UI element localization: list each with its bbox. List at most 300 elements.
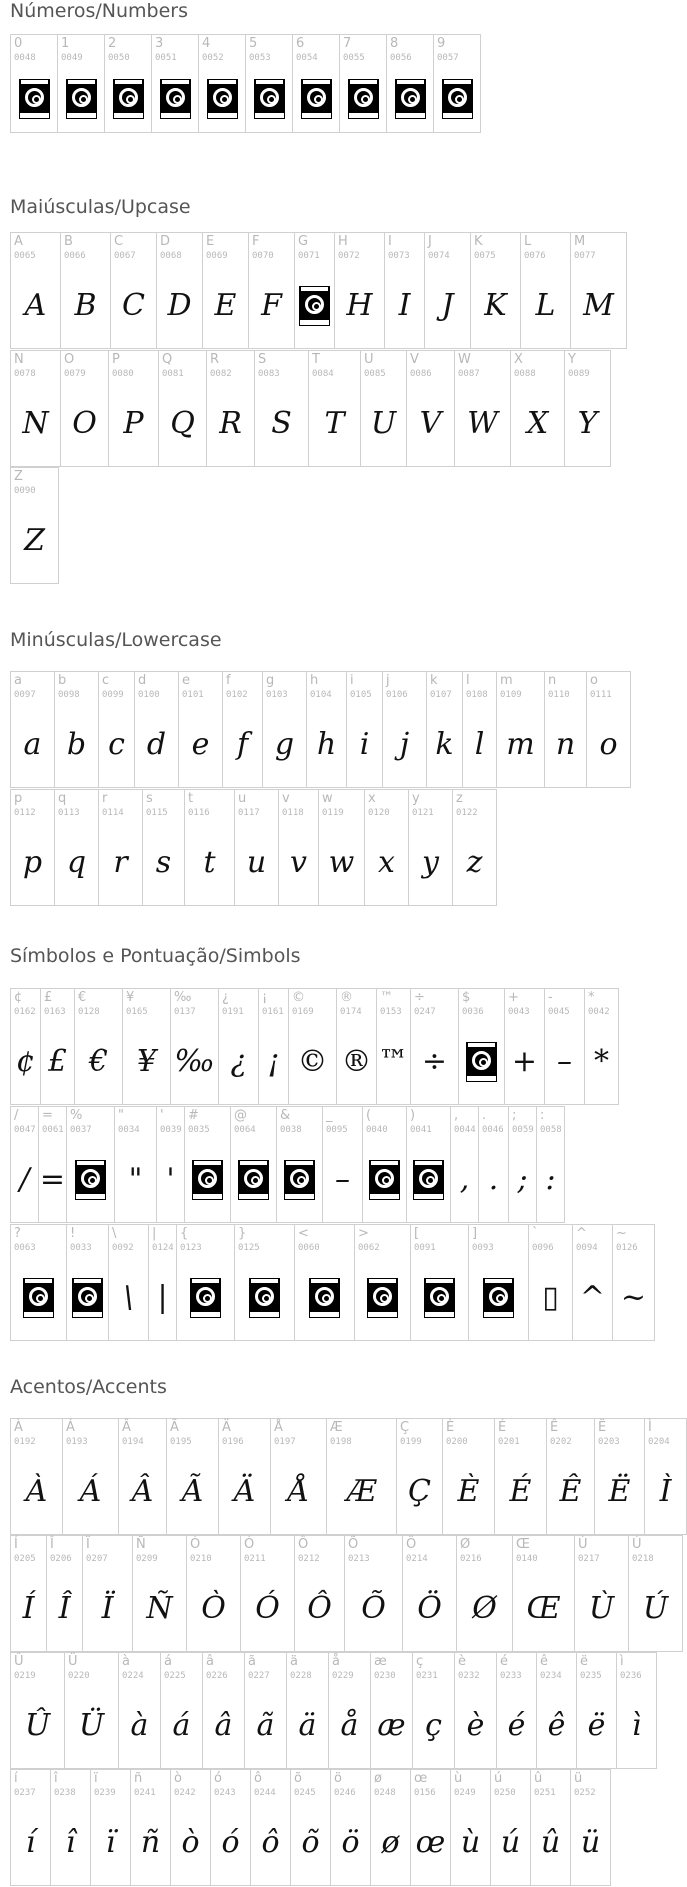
glyph-sample: ¿ bbox=[230, 1044, 247, 1079]
glyph-code: 0047 bbox=[14, 1125, 36, 1135]
glyph-cell bbox=[452, 789, 497, 906]
glyph-sample: œ bbox=[415, 1825, 446, 1860]
glyph-label: p bbox=[14, 791, 23, 806]
glyph-code: 0210 bbox=[190, 1554, 212, 1564]
glyph-code: 0106 bbox=[386, 690, 408, 700]
glyph-sample: ï bbox=[105, 1825, 116, 1860]
glyph-cell bbox=[278, 789, 319, 906]
glyph-label: J bbox=[428, 234, 432, 249]
glyph-label: ) bbox=[410, 1108, 416, 1123]
glyph-sample: d bbox=[146, 727, 167, 762]
glyph-cell bbox=[426, 671, 463, 788]
glyph-code: 0062 bbox=[358, 1243, 380, 1253]
glyph-sample: ▯ bbox=[542, 1280, 559, 1315]
glyph-code: 0114 bbox=[102, 808, 124, 818]
missing-glyph-icon bbox=[72, 1278, 103, 1318]
glyph-cell bbox=[54, 671, 99, 788]
glyph-cell bbox=[10, 1106, 39, 1223]
glyph-label: R bbox=[210, 352, 220, 367]
glyph-sample bbox=[293, 71, 339, 126]
glyph-sample: Ã bbox=[181, 1474, 204, 1509]
glyph-cell bbox=[230, 1106, 277, 1223]
glyph-label: ü bbox=[574, 1771, 583, 1786]
glyph-sample: î bbox=[65, 1825, 76, 1860]
glyph-label: x bbox=[368, 791, 376, 806]
glyph-code: 0087 bbox=[458, 369, 480, 379]
glyph-cell bbox=[160, 1652, 203, 1769]
missing-glyph-icon bbox=[301, 79, 332, 119]
glyph-sample: Ï bbox=[101, 1591, 114, 1626]
glyph-code: 0101 bbox=[182, 690, 204, 700]
glyph-code: 0153 bbox=[380, 1007, 402, 1017]
glyph-label: E bbox=[206, 234, 215, 249]
glyph-code: 0216 bbox=[460, 1554, 482, 1564]
glyph-sample: ì bbox=[631, 1708, 642, 1743]
glyph-label: ó bbox=[214, 1771, 222, 1786]
glyph-code: 0242 bbox=[174, 1788, 196, 1798]
glyph-sample: H bbox=[346, 288, 373, 323]
glyph-label: c bbox=[102, 673, 110, 688]
glyph-cell bbox=[202, 1652, 245, 1769]
glyph-label: , bbox=[454, 1108, 459, 1123]
glyph-code: 0206 bbox=[50, 1554, 72, 1564]
glyph-code: 0214 bbox=[406, 1554, 428, 1564]
glyph-cell bbox=[454, 1652, 497, 1769]
glyph-label: Æ bbox=[330, 1420, 343, 1435]
glyph-cell bbox=[292, 34, 340, 133]
glyph-code: 0120 bbox=[368, 808, 390, 818]
glyph-code: 0112 bbox=[14, 808, 36, 818]
glyph-sample: Ì bbox=[659, 1474, 672, 1509]
glyph-sample: b bbox=[66, 727, 87, 762]
glyph-code: 0061 bbox=[42, 1125, 64, 1135]
glyph-label: w bbox=[322, 791, 333, 806]
glyph-sample: ä bbox=[298, 1708, 317, 1743]
glyph-cell bbox=[612, 1224, 655, 1341]
glyph-sample: c bbox=[108, 727, 125, 762]
glyph-cell bbox=[346, 671, 383, 788]
glyph-code: 0069 bbox=[206, 251, 228, 261]
glyph-code: 0115 bbox=[146, 808, 168, 818]
glyph-cell bbox=[156, 1106, 185, 1223]
glyph-code: 0096 bbox=[532, 1243, 554, 1253]
glyph-label: $ bbox=[462, 990, 471, 1005]
glyph-label: Ï bbox=[86, 1537, 90, 1552]
glyph-sample bbox=[231, 1143, 276, 1216]
glyph-code: 0059 bbox=[512, 1125, 534, 1135]
glyph-label: 6 bbox=[296, 36, 305, 51]
glyph-sample: û bbox=[540, 1825, 561, 1860]
glyph-cell bbox=[186, 1535, 241, 1652]
glyph-code: 0211 bbox=[244, 1554, 266, 1564]
glyph-label: Œ bbox=[516, 1537, 530, 1552]
glyph-sample: I bbox=[398, 288, 411, 323]
glyph-label: 3 bbox=[155, 36, 164, 51]
glyph-sample: P bbox=[123, 406, 144, 441]
glyph-code: 0118 bbox=[282, 808, 304, 818]
glyph-label: ; bbox=[512, 1108, 517, 1123]
glyph-cell bbox=[290, 1769, 331, 1886]
glyph-cell bbox=[10, 350, 61, 467]
glyph-label: ø bbox=[374, 1771, 382, 1786]
glyph-cell bbox=[184, 1106, 231, 1223]
glyph-cell bbox=[151, 34, 199, 133]
glyph-cell bbox=[339, 34, 387, 133]
missing-glyph-icon bbox=[466, 1042, 497, 1082]
glyph-sample: a bbox=[23, 727, 42, 762]
glyph-code: 0043 bbox=[508, 1007, 530, 1017]
glyph-code: 0080 bbox=[112, 369, 134, 379]
glyph-cell bbox=[308, 350, 361, 467]
glyph-label: ë bbox=[580, 1654, 588, 1669]
glyph-sample: ‰ bbox=[174, 1044, 215, 1079]
glyph-cell bbox=[402, 1535, 457, 1652]
glyph-sample: \ bbox=[123, 1280, 134, 1315]
glyph-label: 8 bbox=[390, 36, 399, 51]
glyph-cell bbox=[570, 232, 627, 349]
glyph-cell bbox=[276, 1106, 323, 1223]
glyph-label: Ó bbox=[244, 1537, 255, 1552]
glyph-sample: ø bbox=[381, 1825, 400, 1860]
glyph-sample: – bbox=[557, 1044, 572, 1079]
glyph-label: A bbox=[14, 234, 23, 249]
glyph-cell bbox=[362, 1106, 407, 1223]
glyph-sample bbox=[58, 71, 104, 126]
glyph-label: a bbox=[14, 673, 22, 688]
glyph-label: ¡ bbox=[262, 990, 268, 1005]
glyph-label: . bbox=[482, 1108, 487, 1123]
missing-glyph-icon bbox=[424, 1278, 455, 1318]
glyph-cell bbox=[74, 988, 123, 1105]
glyph-sample: € bbox=[88, 1044, 109, 1079]
glyph-cell bbox=[406, 350, 455, 467]
glyph-cell bbox=[82, 1535, 133, 1652]
glyph-sample: p bbox=[22, 845, 43, 880]
glyph-code: 0083 bbox=[258, 369, 280, 379]
glyph-code: 0225 bbox=[164, 1671, 186, 1681]
glyph-code: 0231 bbox=[416, 1671, 438, 1681]
glyph-code: 0097 bbox=[14, 690, 36, 700]
glyph-cell bbox=[148, 1224, 177, 1341]
glyph-sample: ™ bbox=[378, 1044, 409, 1079]
glyph-label: Ä bbox=[222, 1420, 231, 1435]
glyph-label: K bbox=[474, 234, 483, 249]
glyph-code: 0098 bbox=[58, 690, 80, 700]
glyph-code: 0078 bbox=[14, 369, 36, 379]
glyph-sample: å bbox=[340, 1708, 359, 1743]
glyph-sample: Ë bbox=[608, 1474, 631, 1509]
glyph-code: 0037 bbox=[70, 1125, 92, 1135]
glyph-sample: ü bbox=[580, 1825, 601, 1860]
glyph-code: 0161 bbox=[262, 1007, 284, 1017]
glyph-code: 0199 bbox=[400, 1437, 422, 1447]
glyph-code: 0205 bbox=[14, 1554, 36, 1564]
glyph-sample bbox=[295, 269, 334, 342]
glyph-label: ] bbox=[472, 1226, 478, 1241]
glyph-code: 0243 bbox=[214, 1788, 236, 1798]
glyph-label: N bbox=[14, 352, 24, 367]
glyph-cell bbox=[490, 1769, 531, 1886]
glyph-sample bbox=[235, 1261, 294, 1334]
glyph-code: 0091 bbox=[414, 1243, 436, 1253]
glyph-sample: , bbox=[459, 1162, 470, 1197]
glyph-cell bbox=[644, 1418, 687, 1535]
glyph-label: ú bbox=[494, 1771, 503, 1786]
glyph-cell bbox=[57, 34, 105, 133]
glyph-code: 0121 bbox=[412, 808, 434, 818]
glyph-cell bbox=[410, 1224, 469, 1341]
glyph-label: Ç bbox=[400, 1420, 410, 1435]
glyph-label: U bbox=[364, 352, 374, 367]
glyph-label: Õ bbox=[348, 1537, 359, 1552]
glyph-sample: * bbox=[594, 1044, 609, 1079]
glyph-code: 0204 bbox=[648, 1437, 670, 1447]
glyph-label: à bbox=[122, 1654, 130, 1669]
glyph-cell bbox=[564, 350, 611, 467]
glyph-code: 0076 bbox=[524, 251, 546, 261]
glyph-code: 0079 bbox=[64, 369, 86, 379]
glyph-cell bbox=[10, 1535, 47, 1652]
glyph-code: 0070 bbox=[252, 251, 274, 261]
glyph-code: 0099 bbox=[102, 690, 124, 700]
missing-glyph-icon bbox=[238, 1160, 269, 1200]
glyph-cell bbox=[166, 1418, 219, 1535]
glyph-cell bbox=[10, 988, 41, 1105]
glyph-cell bbox=[60, 232, 111, 349]
glyph-sample bbox=[387, 71, 433, 126]
glyph-label: h bbox=[310, 673, 319, 688]
glyph-cell bbox=[576, 1652, 617, 1769]
glyph-cell bbox=[454, 350, 511, 467]
glyph-code: 0237 bbox=[14, 1788, 36, 1798]
glyph-code: 0232 bbox=[458, 1671, 480, 1681]
glyph-cell bbox=[616, 1652, 657, 1769]
glyph-code: 0233 bbox=[500, 1671, 522, 1681]
glyph-sample: J bbox=[441, 288, 454, 323]
glyph-label: H bbox=[338, 234, 348, 249]
glyph-label: t bbox=[188, 791, 194, 806]
glyph-code: 0194 bbox=[122, 1437, 144, 1447]
section-title: Maiúsculas/Upcase bbox=[10, 196, 191, 218]
glyph-sample: q bbox=[66, 845, 87, 880]
glyph-cell bbox=[134, 671, 179, 788]
glyph-cell bbox=[456, 1535, 513, 1652]
glyph-code: 0048 bbox=[14, 53, 36, 63]
glyph-cell bbox=[234, 1224, 295, 1341]
glyph-code: 0245 bbox=[294, 1788, 316, 1798]
glyph-label: + bbox=[508, 990, 519, 1005]
glyph-label: W bbox=[458, 352, 471, 367]
glyph-code: 0035 bbox=[188, 1125, 210, 1135]
glyph-cell bbox=[376, 988, 411, 1105]
glyph-cell bbox=[130, 1769, 171, 1886]
glyph-sample: à bbox=[130, 1708, 149, 1743]
glyph-code: 0044 bbox=[454, 1125, 476, 1135]
glyph-sample: Å bbox=[287, 1474, 310, 1509]
glyph-sample bbox=[246, 71, 292, 126]
glyph-cell bbox=[370, 1652, 413, 1769]
glyph-sample: l bbox=[474, 727, 485, 762]
glyph-sample: W bbox=[467, 406, 498, 441]
glyph-cell bbox=[354, 1224, 411, 1341]
glyph-sample: X bbox=[526, 406, 549, 441]
glyph-cell bbox=[424, 232, 471, 349]
glyph-sample: Û bbox=[24, 1708, 51, 1743]
glyph-cell bbox=[262, 671, 307, 788]
glyph-cell bbox=[202, 232, 249, 349]
glyph-code: 0137 bbox=[174, 1007, 196, 1017]
glyph-cell bbox=[50, 1769, 91, 1886]
glyph-cell bbox=[222, 671, 263, 788]
glyph-label: Ö bbox=[406, 1537, 417, 1552]
glyph-sample: ' bbox=[166, 1162, 175, 1197]
glyph-sample: ê bbox=[547, 1708, 566, 1743]
glyph-sample: è bbox=[466, 1708, 485, 1743]
glyph-code: 0193 bbox=[66, 1437, 88, 1447]
glyph-code: 0089 bbox=[568, 369, 590, 379]
glyph-code: 0238 bbox=[54, 1788, 76, 1798]
glyph-cell bbox=[66, 1106, 115, 1223]
glyph-sample: R bbox=[219, 406, 242, 441]
glyph-cell bbox=[496, 1652, 537, 1769]
glyph-label: Y bbox=[568, 352, 576, 367]
glyph-code: 0110 bbox=[548, 690, 570, 700]
glyph-sample: ÷ bbox=[421, 1044, 448, 1079]
glyph-code: 0162 bbox=[14, 1007, 36, 1017]
glyph-cell bbox=[108, 1224, 149, 1341]
glyph-label: Ñ bbox=[136, 1537, 146, 1552]
glyph-sample: w bbox=[328, 845, 355, 880]
glyph-cell bbox=[468, 1224, 529, 1341]
glyph-label: : bbox=[540, 1108, 545, 1123]
glyph-label: l bbox=[466, 673, 470, 688]
glyph-code: 0088 bbox=[514, 369, 536, 379]
glyph-label: = bbox=[42, 1108, 53, 1123]
glyph-label: ö bbox=[334, 1771, 342, 1786]
glyph-cell bbox=[245, 34, 293, 133]
glyph-cell bbox=[38, 1106, 67, 1223]
glyph-sample: ® bbox=[341, 1044, 372, 1079]
glyph-code: 0200 bbox=[446, 1437, 468, 1447]
glyph-cell bbox=[90, 1769, 131, 1886]
glyph-code: 0105 bbox=[350, 690, 372, 700]
missing-glyph-icon bbox=[160, 79, 191, 119]
glyph-sample: B bbox=[74, 288, 97, 323]
glyph-label: " bbox=[118, 1108, 124, 1123]
glyph-cell bbox=[248, 232, 295, 349]
glyph-cell bbox=[250, 1769, 291, 1886]
glyph-code: 0051 bbox=[155, 53, 177, 63]
missing-glyph-icon bbox=[284, 1160, 315, 1200]
glyph-sample: g bbox=[274, 727, 295, 762]
glyph-sample bbox=[11, 71, 57, 126]
glyph-cell bbox=[10, 232, 61, 349]
glyph-code: 0228 bbox=[290, 1671, 312, 1681]
glyph-label: ò bbox=[174, 1771, 182, 1786]
glyph-cell bbox=[544, 988, 585, 1105]
glyph-cell bbox=[132, 1535, 187, 1652]
glyph-code: 0198 bbox=[330, 1437, 352, 1447]
glyph-sample: S bbox=[271, 406, 292, 441]
glyph-sample: Z bbox=[24, 523, 45, 558]
glyph-label: V bbox=[410, 352, 419, 367]
glyph-sample: Ê bbox=[559, 1474, 582, 1509]
glyph-code: 0252 bbox=[574, 1788, 596, 1798]
glyph-sample: ô bbox=[261, 1825, 280, 1860]
glyph-cell bbox=[306, 671, 347, 788]
glyph-code: 0241 bbox=[134, 1788, 156, 1798]
glyph-code: 0247 bbox=[414, 1007, 436, 1017]
glyph-sample: È bbox=[457, 1474, 480, 1509]
glyph-label: Ú bbox=[632, 1537, 642, 1552]
glyph-code: 0246 bbox=[334, 1788, 356, 1798]
glyph-sample: / bbox=[19, 1162, 30, 1197]
glyph-sample: Î bbox=[58, 1591, 71, 1626]
section-title: Minúsculas/Lowercase bbox=[10, 629, 222, 651]
glyph-code: 0202 bbox=[550, 1437, 572, 1447]
glyph-code: 0128 bbox=[78, 1007, 100, 1017]
glyph-code: 0045 bbox=[548, 1007, 570, 1017]
glyph-cell bbox=[40, 988, 75, 1105]
glyph-label: É bbox=[498, 1420, 507, 1435]
glyph-label: 2 bbox=[108, 36, 117, 51]
glyph-sample: Ä bbox=[233, 1474, 256, 1509]
glyph-sample: m bbox=[506, 727, 535, 762]
glyph-cell bbox=[66, 1224, 109, 1341]
glyph-sample: N bbox=[22, 406, 49, 441]
glyph-label: å bbox=[332, 1654, 340, 1669]
glyph-label: \ bbox=[112, 1226, 117, 1241]
glyph-sample: Æ bbox=[346, 1474, 377, 1509]
glyph-label: ? bbox=[14, 1226, 21, 1241]
glyph-sample bbox=[152, 71, 198, 126]
glyph-cell bbox=[442, 1418, 495, 1535]
glyph-code: 0119 bbox=[322, 808, 344, 818]
glyph-label: | bbox=[152, 1226, 157, 1241]
glyph-cell bbox=[594, 1418, 645, 1535]
glyph-code: 0212 bbox=[298, 1554, 320, 1564]
glyph-code: 0227 bbox=[248, 1671, 270, 1681]
glyph-label: Ë bbox=[598, 1420, 607, 1435]
glyph-sample: Ç bbox=[408, 1474, 431, 1509]
missing-glyph-icon bbox=[192, 1160, 223, 1200]
glyph-sample bbox=[67, 1261, 108, 1334]
glyph-cell bbox=[520, 232, 571, 349]
glyph-sample: V bbox=[419, 406, 442, 441]
missing-glyph-icon bbox=[75, 1160, 106, 1200]
glyph-label: F bbox=[252, 234, 260, 249]
glyph-sample: M bbox=[583, 288, 614, 323]
glyph-sample bbox=[469, 1261, 528, 1334]
glyph-label: ! bbox=[70, 1226, 76, 1241]
glyph-label: C bbox=[114, 234, 124, 249]
glyph-sample: ¥ bbox=[136, 1044, 157, 1079]
missing-glyph-icon bbox=[19, 79, 50, 119]
glyph-label: > bbox=[358, 1226, 369, 1241]
glyph-cell bbox=[536, 1106, 565, 1223]
glyph-label: Í bbox=[14, 1537, 18, 1552]
glyph-sample bbox=[185, 1143, 230, 1216]
glyph-cell bbox=[586, 671, 631, 788]
glyph-code: 0123 bbox=[180, 1243, 202, 1253]
glyph-label: á bbox=[164, 1654, 172, 1669]
glyph-code: 0075 bbox=[474, 251, 496, 261]
glyph-code: 0093 bbox=[472, 1243, 494, 1253]
glyph-cell bbox=[294, 1224, 355, 1341]
glyph-sample: C bbox=[122, 288, 145, 323]
glyph-cell bbox=[46, 1535, 83, 1652]
glyph-label: ñ bbox=[134, 1771, 143, 1786]
